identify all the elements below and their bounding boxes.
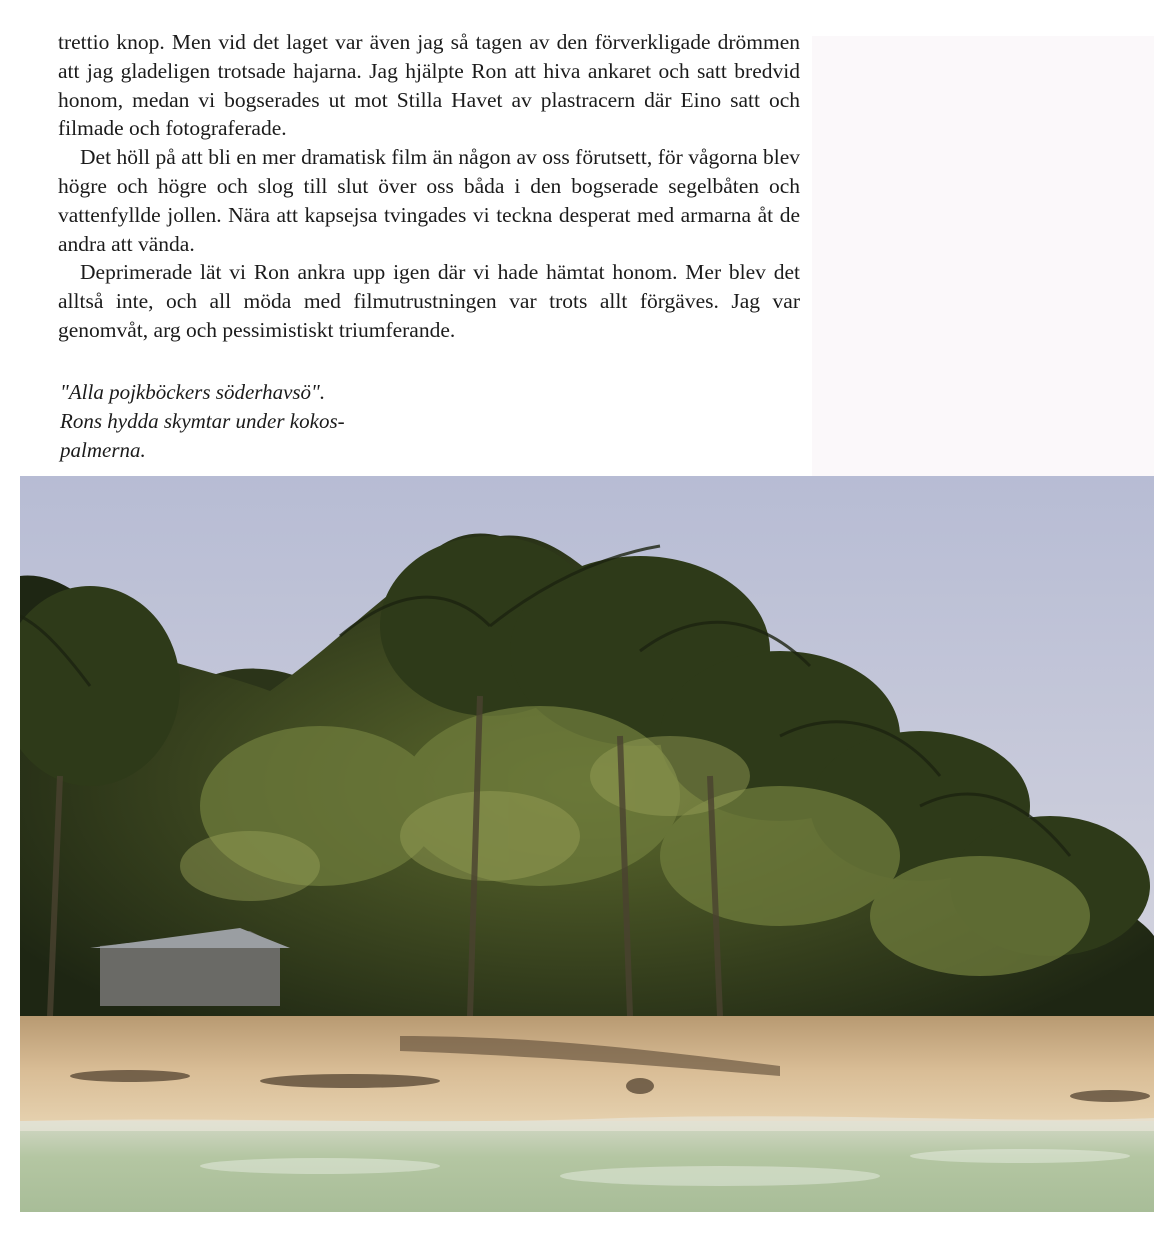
palm-beach-illustration bbox=[20, 476, 1154, 1212]
paragraph: Deprimerade lät vi Ron ankra upp igen där vi hade hämtat honom. Mer blev det alltså inte, och all möda med filmutrustningen var trots allt förgäves. Jag var genomvåt, arg och pessimistiskt triumferande. bbox=[58, 260, 800, 342]
beach-photo bbox=[20, 476, 1154, 1212]
paragraph: trettio knop. Men vid det laget var även jag så tagen av den förverkligade drömmen att jag gladeligen trotsade hajarna. Jag hjälpte Ron att hiva ankaret och satt bredvid honom, medan vi bogserades ut mot Stilla Havet av plastracern där Eino satt och filmade och fotograferade. bbox=[58, 30, 800, 141]
page-tint-panel bbox=[812, 36, 1154, 476]
body-text bbox=[58, 28, 800, 345]
caption-line: palmerna. bbox=[60, 438, 146, 462]
caption-line: "Alla pojkböckers söderhavsö". bbox=[60, 380, 326, 404]
photo-caption bbox=[60, 378, 420, 465]
paragraph: Det höll på att bli en mer dramatisk film än någon av oss förutsett, för vågorna blev högre och högre och slog till slut över oss båda i den bogserade segelbåten och vattenfyllde jollen. Nära att kapsejsa tvingades vi teckna desperat med armarna åt de andra att vända. bbox=[58, 145, 800, 256]
caption-line: Rons hydda skymtar under kokos- bbox=[60, 409, 345, 433]
